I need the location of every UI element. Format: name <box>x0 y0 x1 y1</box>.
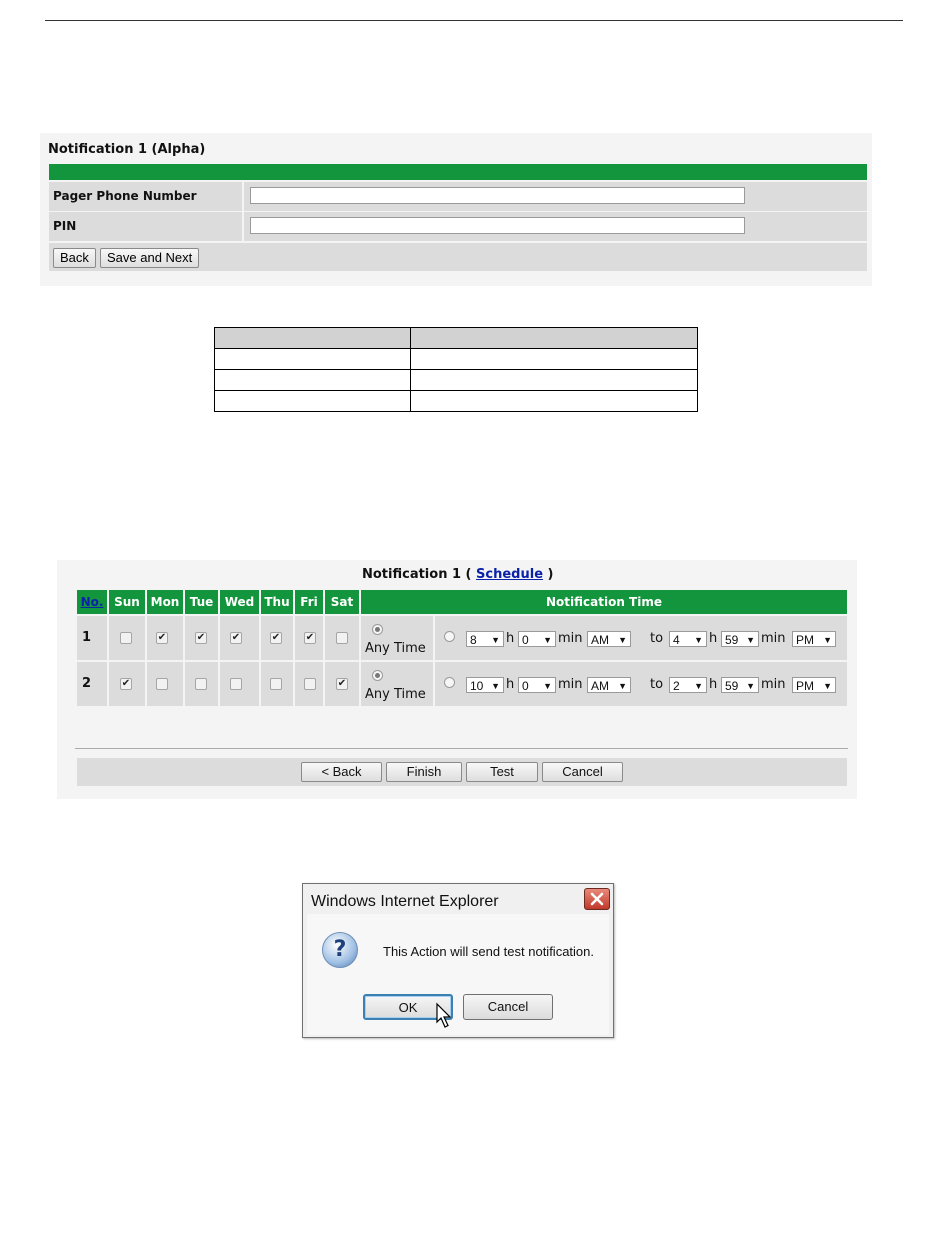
to-min-select[interactable]: 59 ▼ <box>721 631 759 647</box>
schedule-panel: Notification 1 ( Schedule ) No. Sun Mon Tue Wed Thu Fri Sat Notification Time 1 ✔ ✔ ✔ ✔ ✔ Any Time 8 ▼ h 0 ▼ min AM ▼ to 4 ▼ h 59 ▼ min PM ▼ 2 ✔ ✔ Any Time 10 ▼ h 0 ▼ min AM ▼ to 2 ▼ h 59 ▼ min PM ▼ < Back Finish Test Cancel <box>57 560 857 799</box>
pin-input[interactable] <box>250 217 745 234</box>
ie-confirm-dialog <box>302 883 614 1038</box>
sat-checkbox[interactable]: ✔ <box>337 678 347 689</box>
pin-row <box>49 212 867 241</box>
pager-phone-input[interactable] <box>250 187 745 204</box>
mon-checkbox[interactable]: ✔ <box>157 632 167 643</box>
cancel-button[interactable]: Cancel <box>542 762 623 782</box>
ok-button[interactable]: OK <box>363 994 453 1020</box>
from-ampm-select[interactable]: AM ▼ <box>587 677 631 693</box>
row-number: 1 <box>82 630 92 645</box>
notification-form-panel <box>40 133 872 286</box>
header-tue: Tue <box>185 590 218 614</box>
time-range-radio[interactable] <box>444 677 455 688</box>
wed-checkbox[interactable] <box>230 678 242 690</box>
from-min-select[interactable]: 0 ▼ <box>518 631 556 647</box>
back-button[interactable]: Back <box>53 248 96 268</box>
save-and-next-button[interactable]: Save and Next <box>100 248 199 268</box>
sun-checkbox[interactable]: ✔ <box>121 678 131 689</box>
header-wed: Wed <box>220 590 259 614</box>
to-ampm-select[interactable]: PM ▼ <box>792 631 836 647</box>
fri-checkbox[interactable] <box>304 678 316 690</box>
header-no-link[interactable]: No. <box>77 590 107 614</box>
schedule-divider <box>75 748 848 749</box>
any-time-label: Any Time <box>365 641 426 656</box>
to-min-select[interactable]: 59 ▼ <box>721 677 759 693</box>
any-time-label: Any Time <box>365 687 426 702</box>
page-top-rule <box>45 20 903 21</box>
from-ampm-select[interactable]: AM ▼ <box>587 631 631 647</box>
header-notification-time: Notification Time <box>361 590 847 614</box>
to-hour-select[interactable]: 2 ▼ <box>669 677 707 693</box>
from-min-select[interactable]: 0 ▼ <box>518 677 556 693</box>
tue-checkbox[interactable]: ✔ <box>196 632 206 643</box>
finish-button[interactable]: Finish <box>386 762 462 782</box>
to-hour-select[interactable]: 4 ▼ <box>669 631 707 647</box>
mouse-cursor-icon <box>435 1002 453 1030</box>
fri-checkbox[interactable]: ✔ <box>305 632 315 643</box>
dialog-message: This Action will send test notification. <box>383 944 594 959</box>
empty-table <box>214 327 698 412</box>
schedule-link[interactable]: Schedule <box>476 567 544 582</box>
header-sat: Sat <box>325 590 359 614</box>
any-time-radio[interactable] <box>372 670 383 681</box>
pin-label: PIN <box>49 212 244 241</box>
row-number: 2 <box>82 676 92 691</box>
header-mon: Mon <box>147 590 183 614</box>
to-ampm-select[interactable]: PM ▼ <box>792 677 836 693</box>
any-time-radio[interactable] <box>372 624 383 635</box>
header-thu: Thu <box>261 590 293 614</box>
sun-checkbox[interactable] <box>120 632 132 644</box>
header-sun: Sun <box>109 590 145 614</box>
schedule-button-bar <box>77 758 847 786</box>
sat-checkbox[interactable] <box>336 632 348 644</box>
form-button-bar <box>49 243 867 271</box>
header-fri: Fri <box>295 590 323 614</box>
dialog-title: Windows Internet Explorer <box>311 893 499 910</box>
test-button[interactable]: Test <box>466 762 538 782</box>
schedule-title: Notification 1 ( Schedule ) <box>362 567 554 582</box>
question-icon: ? <box>322 932 358 968</box>
time-range-radio[interactable] <box>444 631 455 642</box>
dialog-body <box>307 914 609 1035</box>
thu-checkbox[interactable]: ✔ <box>271 632 281 643</box>
close-icon[interactable] <box>584 888 610 910</box>
form-header-bar <box>49 164 867 180</box>
from-hour-select[interactable]: 10 ▼ <box>466 677 504 693</box>
back-button[interactable]: < Back <box>301 762 382 782</box>
pager-phone-label: Pager Phone Number <box>49 182 244 211</box>
form-title: Notification 1 (Alpha) <box>48 142 206 157</box>
from-hour-select[interactable]: 8 ▼ <box>466 631 504 647</box>
cancel-button[interactable]: Cancel <box>463 994 553 1020</box>
thu-checkbox[interactable] <box>270 678 282 690</box>
mon-checkbox[interactable] <box>156 678 168 690</box>
tue-checkbox[interactable] <box>195 678 207 690</box>
pager-phone-row <box>49 182 867 211</box>
wed-checkbox[interactable]: ✔ <box>231 632 241 643</box>
